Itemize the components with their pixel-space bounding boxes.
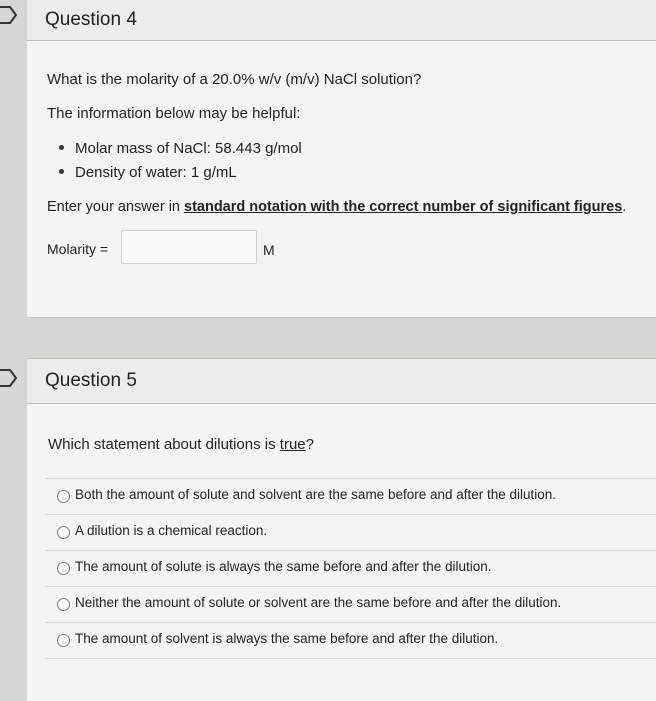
- question-5-body: [27, 404, 656, 701]
- answer-instruction: [47, 199, 626, 215]
- answer-option[interactable]: [27, 478, 656, 512]
- question-4-body: [27, 41, 656, 318]
- question-5-card: [27, 358, 656, 700]
- unit-label: M: [263, 242, 275, 258]
- answer-option[interactable]: [27, 550, 656, 584]
- list-item: [59, 164, 237, 181]
- option-label: Both the amount of solute and solvent are the same before and after the dilution.: [75, 487, 557, 502]
- flag-question-icon[interactable]: [0, 4, 24, 26]
- instruction-prefix: Enter your answer in: [47, 199, 185, 215]
- helper-text: The information below may be helpful:: [47, 105, 301, 122]
- bullet-icon: [59, 169, 64, 174]
- option-label: The amount of solute is always the same before and after the dilution.: [75, 559, 492, 574]
- instruction-suffix: .: [622, 199, 627, 215]
- flag-question-icon[interactable]: [0, 367, 24, 389]
- question-4-prompt: What is the molarity of a 20.0% w/v (m/v) NaCl solution?: [47, 71, 422, 88]
- option-label: The amount of solvent is always the same before and after the dilution.: [75, 631, 499, 646]
- radio-button[interactable]: [57, 526, 70, 539]
- bullet-icon: [59, 145, 64, 150]
- divider: [45, 478, 656, 479]
- question-4-title: Question 4: [27, 0, 656, 41]
- molarity-label: Molarity =: [47, 241, 109, 257]
- divider: [45, 622, 656, 623]
- divider: [45, 514, 656, 515]
- radio-button[interactable]: [57, 634, 70, 647]
- radio-button[interactable]: [57, 490, 70, 503]
- question-5-prompt: [48, 436, 314, 453]
- answer-option[interactable]: [27, 622, 656, 656]
- option-label: Neither the amount of solute or solvent are the same before and after the dilution.: [75, 595, 562, 610]
- option-label: A dilution is a chemical reaction.: [75, 523, 268, 538]
- divider: [45, 658, 656, 659]
- question-5-title: Question 5: [27, 358, 656, 404]
- prompt-emphasis: true: [279, 436, 306, 453]
- divider: [45, 586, 656, 587]
- prompt-prefix: Which statement about dilutions is: [48, 436, 280, 453]
- divider: [45, 550, 656, 551]
- prompt-suffix: ?: [305, 436, 314, 453]
- list-item-text: Molar mass of NaCl: 58.443 g/mol: [75, 140, 302, 157]
- list-item: [59, 140, 302, 157]
- list-item-text: Density of water: 1 g/mL: [75, 164, 237, 181]
- answer-option[interactable]: [27, 586, 656, 620]
- radio-button[interactable]: [57, 562, 70, 575]
- question-4-card: [27, 0, 656, 318]
- instruction-link: standard notation with the correct number of significant figures: [184, 199, 623, 215]
- molarity-input[interactable]: [121, 230, 257, 264]
- answer-option[interactable]: [27, 514, 656, 548]
- radio-button[interactable]: [57, 598, 70, 611]
